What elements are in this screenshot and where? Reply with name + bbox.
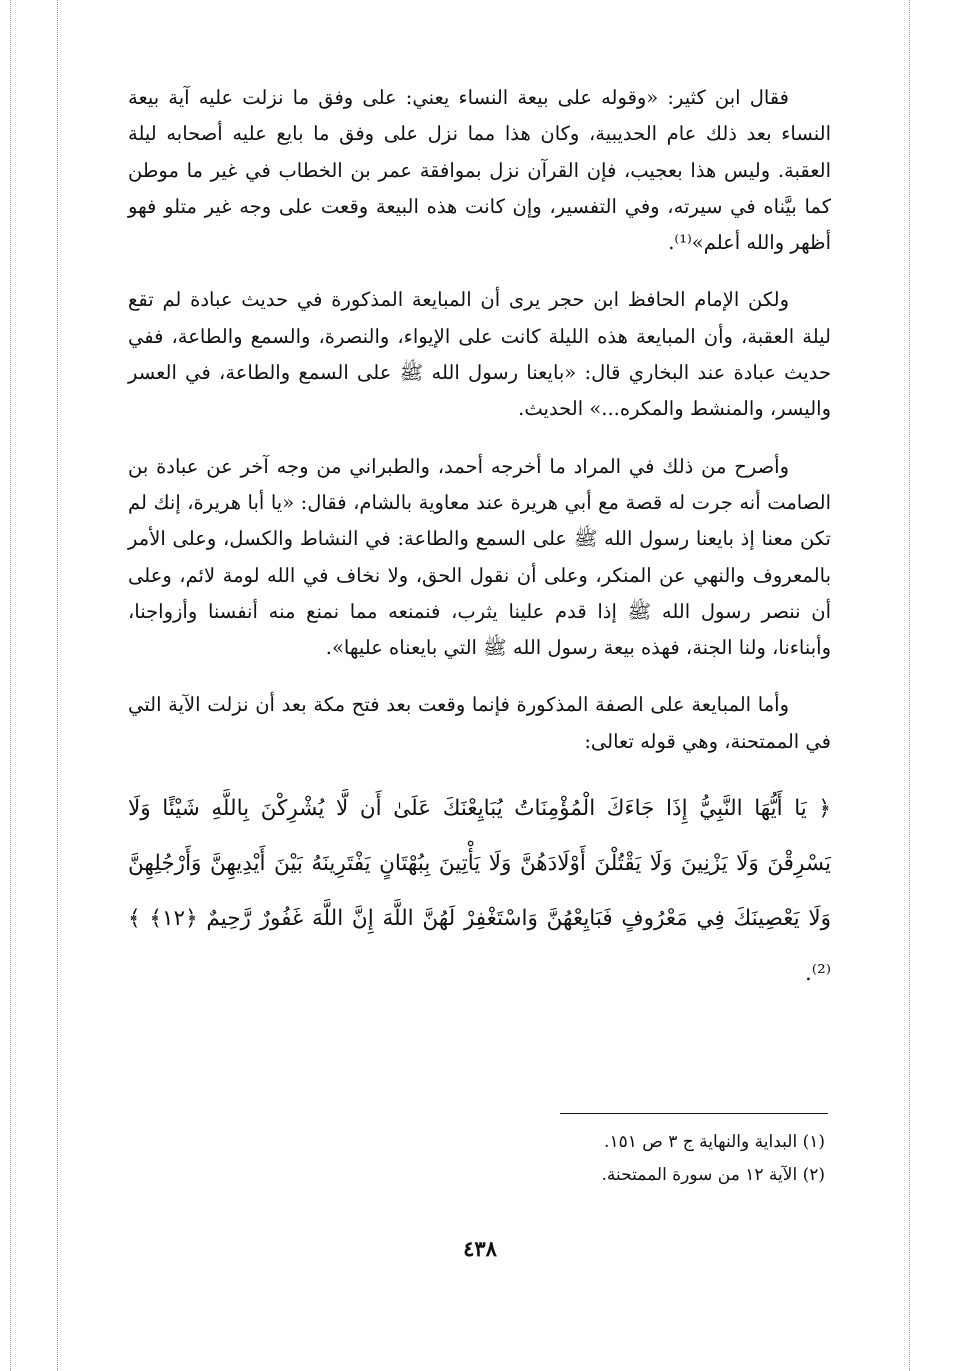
page-number: ٤٣٨ [463,1236,497,1261]
scan-dotted-margin-line [10,0,11,1371]
footnotes [520,1126,825,1192]
paragraph-ubadah-narration: وأصرح من ذلك في المراد ما أخرجه أحمد، والطبراني من وجه آخر عن عبادة بن الصامت أنه جرت له قصة مع أبي هريرة عند معاوية بالشام، فقال: «يا أبا هريرة، إنك لم تكن معنا إذ بايعنا رسول الله ﷺ على السمع والطاعة: في النشاط والكسل، وعلى الأمر بالمعروف والنهي عن المنكر، وعلى أن نقول الحق، ولا نخاف في الله لومة لائم، وعلى أن ننصر رسول الله ﷺ إذا قدم علينا يثرب، فنمنعه مما نمنع منه أنفسنا وأزواجنا، وأبناءنا، ولنا الجنة، فهذه بيعة رسول الله ﷺ التي بايعناه عليها». [128,454,831,660]
paragraph-ibn-hajar-view: ولكن الإمام الحافظ ابن حجر يرى أن المبايعة المذكورة في حديث عبادة لم تقع ليلة العقبة، وأن المبايعة هذه الليلة كانت على الإيواء، والنصرة، والسمع والطاعة، ففي حديث عبادة عند البخاري قال: «بايعنا رسول الله ﷺ على السمع والطاعة، في العسر واليسر، والمنشط والمكره...» الحديث. [128,288,831,421]
quran-verse: ﴿ يَا أَيُّهَا النَّبِيُّ إِذَا جَاءَكَ الْمُؤْمِنَاتُ يُبَايِعْنَكَ عَلَىٰ أَن لَّا يُشْرِكْنَ بِاللَّهِ شَيْئًا وَلَا يَسْرِقْنَ وَلَا يَزْنِينَ وَلَا يَقْتُلْنَ أَوْلَادَهُنَّ وَلَا يَأْتِينَ بِبُهْتَانٍ يَفْتَرِينَهُ بَيْنَ أَيْدِيهِنَّ وَأَرْجُلِهِنَّ وَلَا يَعْصِينَكَ فِي مَعْرُوفٍ فَبَايِعْهُنَّ وَاسْتَغْفِرْ لَهُنَّ اللَّهَ إِنَّ اللَّهَ غَفُورٌ رَّحِيمٌ ﴿١٢﴾ ﴾⁽²⁾. [128,796,831,987]
scan-dotted-margin-line [909,0,910,1371]
page-body [128,80,831,1001]
footnote-separator [560,1113,828,1114]
footnote-1: (١) البداية والنهاية ج ٣ ص ١٥١. [604,1132,825,1152]
paragraph-ibn-kathir-quote: فقال ابن كثير: «وقوله على بيعة النساء يعني: على وفق ما نزلت عليه آية بيعة النساء بعد ذلك عام الحديبية، وكان هذا مما نزل على وفق ما بايع عليه أصحابه ليلة العقبة. وليس هذا بعجيب، فإن القرآن نزل بموافقة عمر بن الخطاب في غير ما موطن كما بيَّناه في سيرته، وفي التفسير، وإن كانت هذه البيعة وقعت على وجه غير متلو فهو أظهر والله أعلم»⁽¹⁾. [128,86,831,255]
scan-dotted-margin-line [57,0,58,1371]
footnote-2: (٢) الآية ١٢ من سورة الممتحنة. [601,1165,825,1185]
paragraph-mumtahanah-intro: وأما المبايعة على الصفة المذكورة فإنما وقعت بعد فتح مكة بعد أن نزلت الآية التي في الممتحنة، وهي قوله تعالى: [128,693,831,753]
